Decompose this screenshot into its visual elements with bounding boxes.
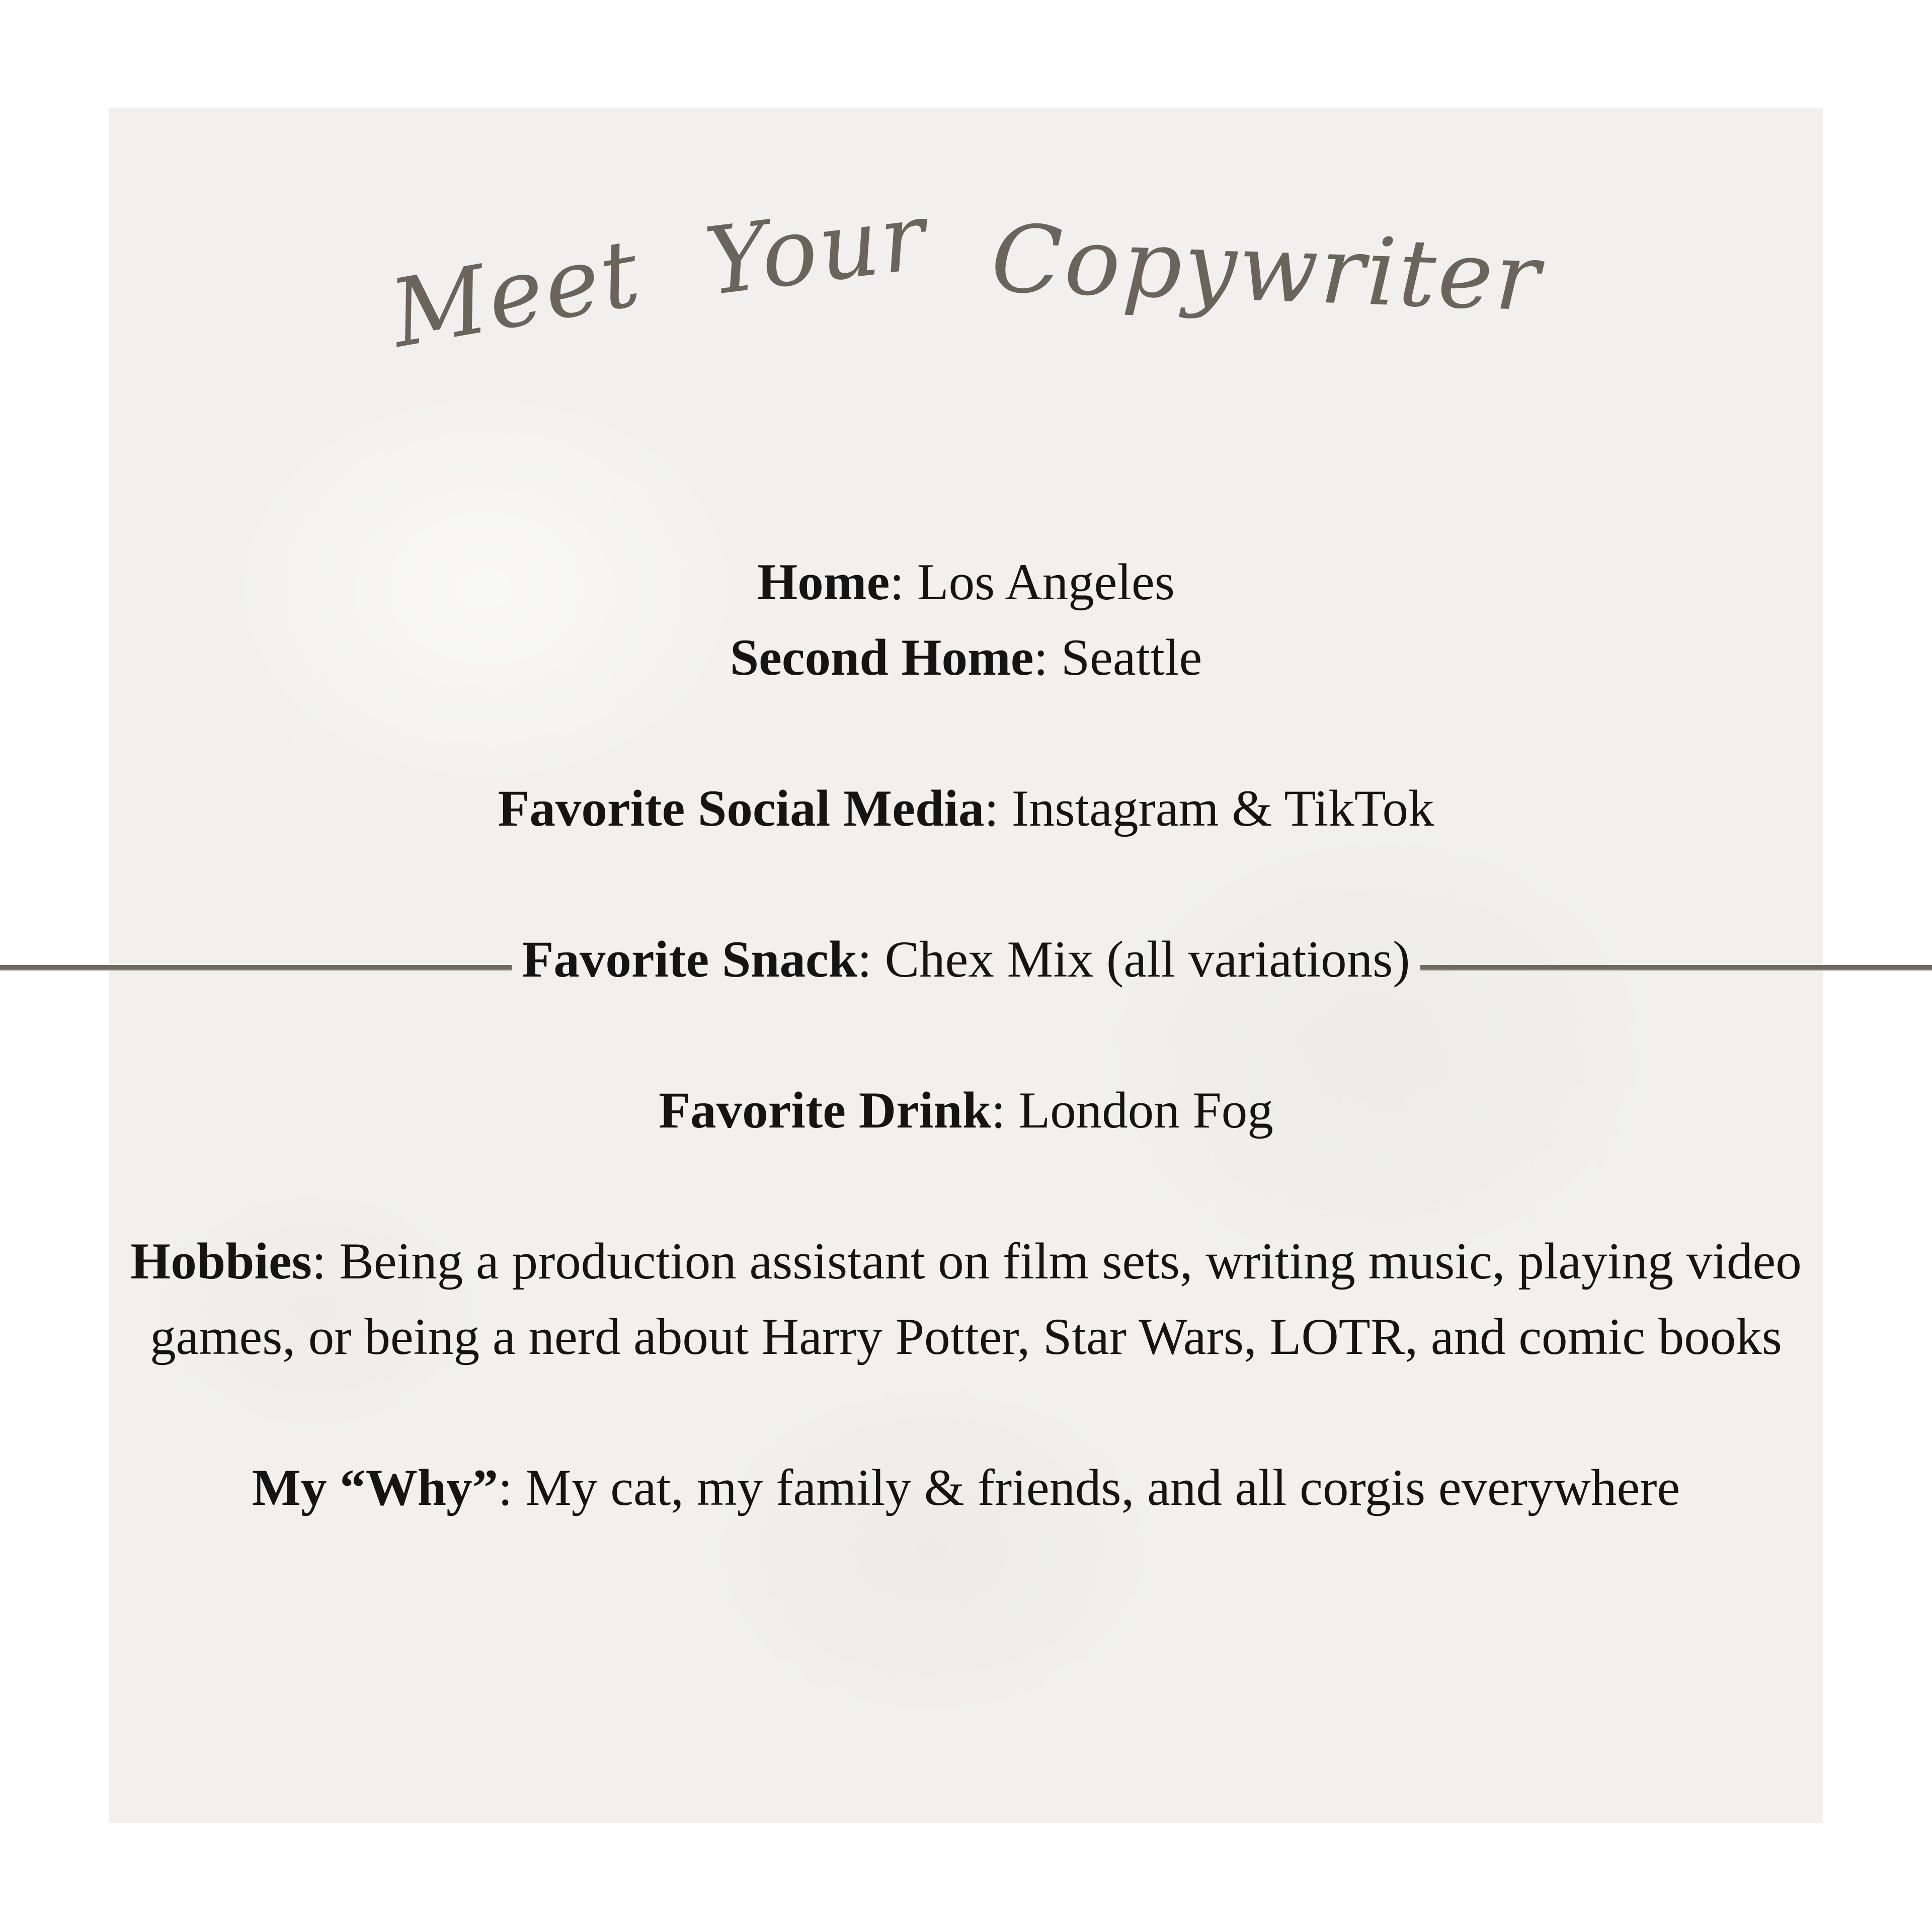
fact-separator: :: [498, 1459, 526, 1516]
fact-value: Seattle: [1061, 629, 1202, 686]
fact-section-snack: [129, 922, 1803, 997]
fact-separator: :: [984, 780, 1012, 837]
divider-line-left: [0, 965, 512, 971]
fact-separator: :: [857, 931, 885, 988]
fact-section-social-media: [129, 771, 1803, 846]
page-title: [109, 181, 1823, 369]
facts-list: [129, 544, 1803, 1601]
title-word: Your: [699, 181, 933, 317]
fact-section-home: [129, 544, 1803, 695]
title-word: Meet: [383, 218, 649, 369]
fact-value: London Fog: [1018, 1082, 1273, 1139]
paper-card: [109, 108, 1823, 1823]
fact-line-second-home: [129, 620, 1803, 695]
fact-separator: :: [1033, 629, 1061, 686]
fact-value: Instagram & TikTok: [1011, 780, 1434, 837]
fact-line-hobbies: [129, 1224, 1803, 1375]
fact-label: Hobbies: [130, 1233, 312, 1290]
fact-value: My cat, my family & friends, and all corgis everywhere: [525, 1459, 1680, 1516]
fact-label: Favorite Social Media: [498, 780, 985, 837]
fact-separator: :: [311, 1233, 340, 1290]
fact-line-snack: [0, 922, 1932, 997]
fact-line-drink: [129, 1073, 1803, 1148]
fact-line-social-media: [129, 771, 1803, 846]
fact-label: Home: [757, 553, 890, 611]
fact-label: Second Home: [730, 629, 1034, 686]
fact-value: Being a production assistant on film sets, writing music, playing video games, or being a nerd about Harry Potter, Star Wars, LOTR, and comic books: [150, 1233, 1802, 1365]
fact-label: Favorite Drink: [659, 1082, 991, 1139]
fact-section-drink: [129, 1073, 1803, 1148]
fact-value: Chex Mix (all variations): [884, 931, 1410, 988]
fact-value: Los Angeles: [917, 553, 1175, 611]
fact-text: [522, 922, 1410, 997]
fact-label: My “Why”: [252, 1459, 498, 1516]
divider-line-right: [1420, 965, 1932, 971]
fact-line-why: [129, 1450, 1803, 1525]
fact-separator: :: [991, 1082, 1019, 1139]
fact-section-hobbies: [129, 1224, 1803, 1375]
fact-separator: :: [890, 553, 917, 611]
title-word: Copywriter: [989, 204, 1544, 333]
fact-line-home: [129, 544, 1803, 620]
fact-section-why: [129, 1450, 1803, 1525]
fact-label: Favorite Snack: [522, 931, 858, 988]
